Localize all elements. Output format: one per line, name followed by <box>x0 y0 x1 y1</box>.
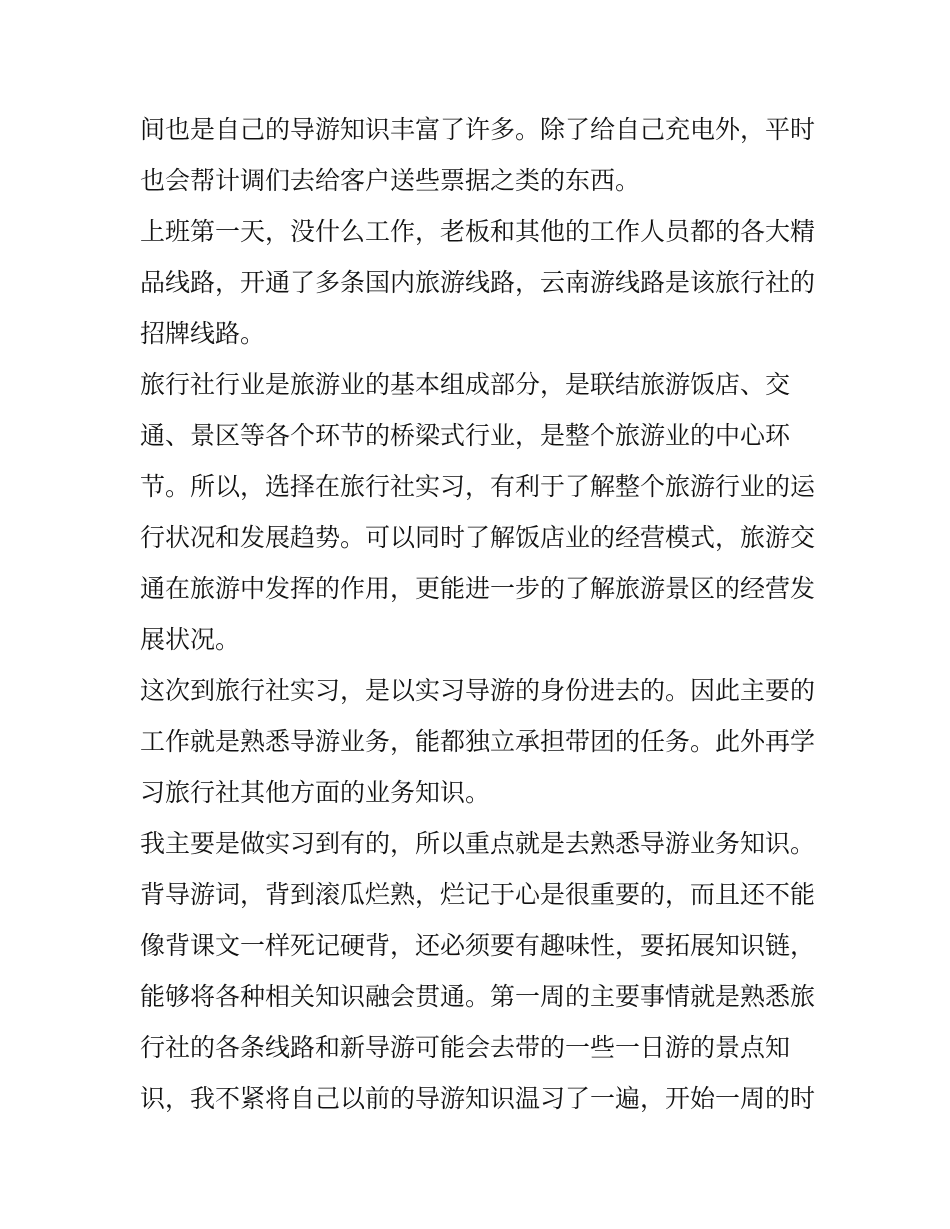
text-line: 能够将各种相关知识融会贯通。第一周的主要事情就是熟悉旅 <box>140 982 816 1011</box>
text-line: 品线路，开通了多条国内旅游线路，云南游线路是该旅行社的 <box>140 268 816 297</box>
text-line: 这次到旅行社实习，是以实习导游的身份进去的。因此主要的 <box>140 676 816 705</box>
text-line: 通在旅游中发挥的作用，更能进一步的了解旅游景区的经营发 <box>140 574 816 603</box>
text-line: 行状况和发展趋势。可以同时了解饭店业的经营模式，旅游交 <box>140 523 816 552</box>
text-line: 背导游词，背到滚瓜烂熟，烂记于心是很重要的，而且还不能 <box>140 880 816 909</box>
text-line: 我主要是做实习到有的，所以重点就是去熟悉导游业务知识。 <box>140 829 816 858</box>
text-line: 旅行社行业是旅游业的基本组成部分，是联结旅游饭店、交 <box>140 370 791 399</box>
text-line: 上班第一天，没什么工作，老板和其他的工作人员都的各大精 <box>140 217 816 246</box>
text-line: 识，我不紧将自己以前的导游知识温习了一遍，开始一周的时 <box>140 1084 816 1113</box>
text-line: 习旅行社其他方面的业务知识。 <box>140 778 491 807</box>
text-line: 间也是自己的导游知识丰富了许多。除了给自己充电外，平时 <box>140 115 816 144</box>
text-line: 行社的各条线路和新导游可能会去带的一些一日游的景点知 <box>140 1033 791 1062</box>
text-line: 像背课文一样死记硬背，还必须要有趣味性，要拓展知识链， <box>140 931 816 960</box>
text-line: 招牌线路。 <box>140 319 266 348</box>
text-line: 通、景区等各个环节的桥梁式行业，是整个旅游业的中心环 <box>140 421 791 450</box>
text-line: 也会帮计调们去给客户送些票据之类的东西。 <box>140 166 641 195</box>
text-line: 展状况。 <box>140 625 241 654</box>
text-line: 节。所以，选择在旅行社实习，有利于了解整个旅游行业的运 <box>140 472 816 501</box>
document-body <box>140 104 830 1124</box>
text-line: 工作就是熟悉导游业务，能都独立承担带团的任务。此外再学 <box>140 727 816 756</box>
